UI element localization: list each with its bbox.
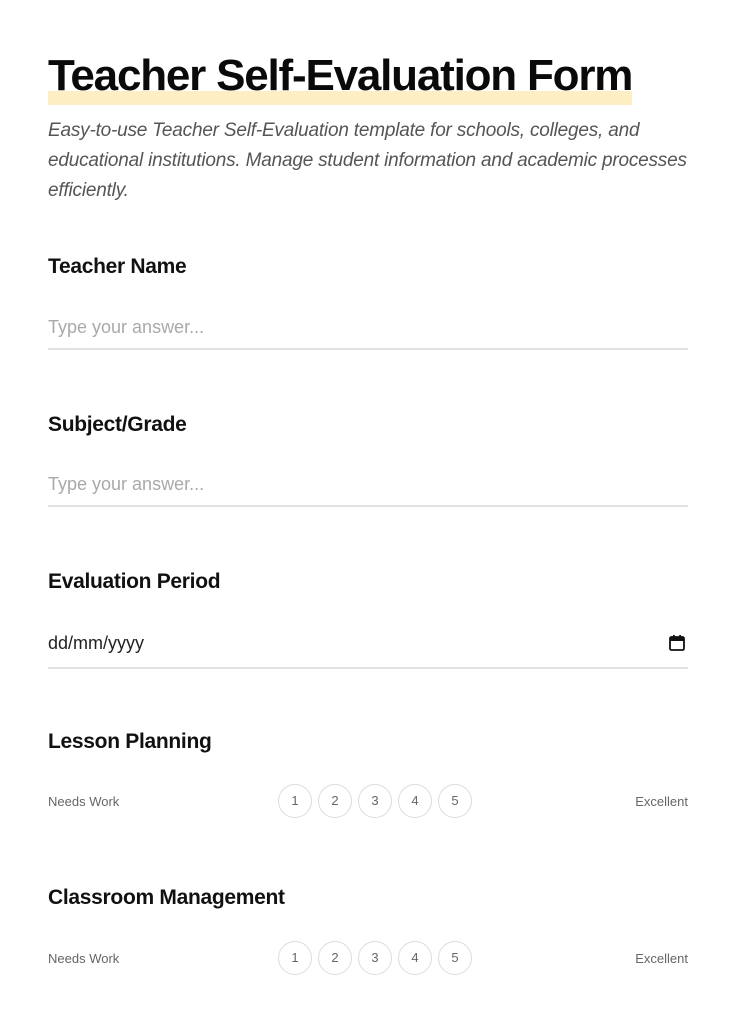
calendar-icon[interactable]	[668, 634, 686, 652]
field-evaluation-period	[48, 569, 688, 653]
rating-option-2[interactable]: 2	[318, 941, 352, 975]
subject-grade-label: Subject/Grade	[48, 413, 187, 436]
teacher-name-input[interactable]	[48, 306, 688, 350]
rating-option-1[interactable]: 1	[278, 941, 312, 975]
rating-option-5[interactable]: 5	[438, 941, 472, 975]
rating-option-1[interactable]: 1	[278, 784, 312, 818]
rating-option-2[interactable]: 2	[318, 784, 352, 818]
rating-max-label: Excellent	[635, 951, 688, 966]
form-description: Easy-to-use Teacher Self-Evaluation template for schools, colleges, and educational institutions. Manage student information and academic processes efficiently.	[48, 120, 687, 201]
form-header	[48, 52, 632, 100]
subject-grade-input[interactable]	[48, 463, 688, 507]
rating-option-4[interactable]: 4	[398, 941, 432, 975]
lesson-planning-label: Lesson Planning	[48, 730, 212, 753]
classroom-management-label: Classroom Management	[48, 886, 285, 909]
date-placeholder: dd/mm/yyyy	[48, 633, 145, 653]
rating-max-label: Excellent	[635, 794, 688, 809]
field-subject-grade	[48, 412, 688, 438]
rating-min-label: Needs Work	[48, 794, 120, 809]
rating-option-3[interactable]: 3	[358, 941, 392, 975]
field-teacher-name	[48, 254, 688, 280]
rating-option-4[interactable]: 4	[398, 784, 432, 818]
teacher-name-label: Teacher Name	[48, 255, 187, 278]
lesson-planning-rating	[48, 784, 688, 820]
field-lesson-planning	[48, 729, 688, 809]
evaluation-period-date-input[interactable]	[48, 623, 688, 669]
rating-option-3[interactable]: 3	[358, 784, 392, 818]
form-title: Teacher Self-Evaluation Form	[48, 51, 633, 100]
field-classroom-management	[48, 885, 688, 966]
classroom-management-rating	[48, 941, 688, 977]
evaluation-period-label: Evaluation Period	[48, 570, 221, 593]
rating-min-label: Needs Work	[48, 951, 120, 966]
rating-option-5[interactable]: 5	[438, 784, 472, 818]
